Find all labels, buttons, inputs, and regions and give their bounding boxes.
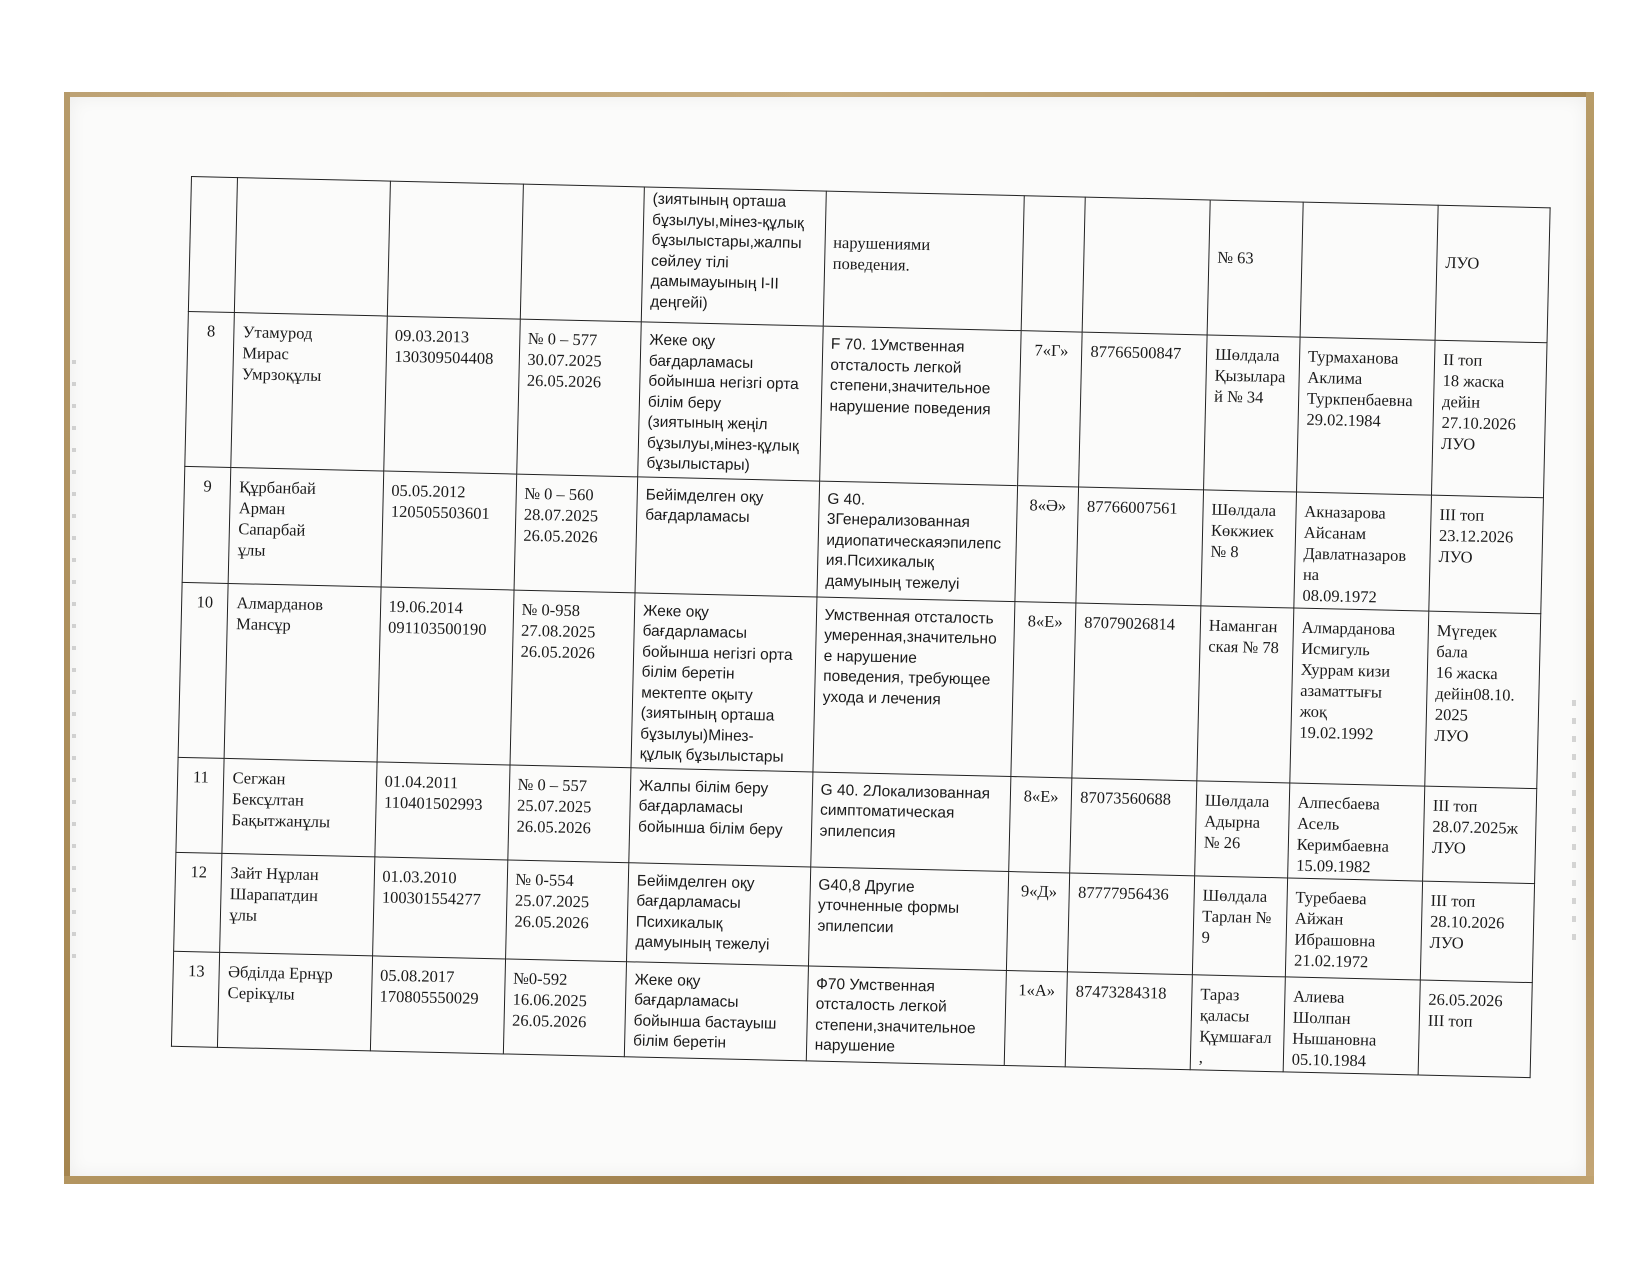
- cell-line: 100301554277: [381, 887, 482, 909]
- cell-line: Жалпы білім беру: [638, 776, 769, 797]
- cell-phone: 87766500847: [1079, 332, 1207, 489]
- cell-diagnosis: [823, 191, 1025, 331]
- cell-address: [1207, 200, 1303, 337]
- cell-order: [520, 184, 644, 322]
- cell-line: е нарушение: [823, 647, 918, 667]
- cell-line: степени,значительное: [814, 1016, 976, 1037]
- cell-program: [624, 961, 808, 1060]
- cell-line: Шөлдала: [1204, 790, 1270, 811]
- cell-line: II топ: [1442, 349, 1483, 370]
- cell-line: Ибрашовна: [1294, 929, 1376, 950]
- desk-edge-bottom: [64, 1176, 1594, 1184]
- cell-line: 15.09.1982: [1296, 855, 1371, 876]
- cell-line: бала: [1436, 641, 1469, 662]
- cell-phone: 87073560688: [1070, 777, 1197, 875]
- cell-line: бойынша негізгі орта: [648, 372, 799, 394]
- cell-diagnosis: [806, 965, 1007, 1065]
- cell-status: [1423, 786, 1537, 884]
- cell-line: Көкжиек: [1210, 520, 1275, 541]
- cell-line: Бексұлтан: [231, 788, 305, 810]
- cell-line: Бейімделген оқу: [645, 486, 764, 506]
- cell-line: Жеке оқу: [634, 970, 701, 990]
- cell-status: [1420, 881, 1534, 983]
- cell-line: бағдарламасы: [648, 352, 754, 372]
- cell-status: [1435, 205, 1550, 343]
- cell-name: [231, 313, 387, 471]
- cell-birth: [377, 586, 514, 764]
- cell-program: [641, 187, 826, 326]
- cell-status: [1429, 495, 1544, 614]
- cell-line: бойынша білім беру: [637, 817, 783, 839]
- cell-address: [1192, 875, 1287, 976]
- cell-phone: [1082, 197, 1210, 335]
- cell-program: [635, 476, 819, 596]
- cell-name: [222, 758, 376, 856]
- cell-line: білім беру: [647, 393, 722, 412]
- cell-line: 05.08.2017: [379, 965, 455, 986]
- cell-grade: [1021, 196, 1085, 332]
- cell-line: бағдарламасы: [633, 991, 739, 1011]
- cell-num: 12: [174, 852, 223, 952]
- cell-line: ЛУО: [1434, 725, 1469, 746]
- cell-line: 16 жаска: [1435, 662, 1498, 683]
- cell-diagnosis: [810, 771, 1011, 871]
- cell-order: [516, 319, 641, 476]
- cell-num: 13: [171, 951, 220, 1047]
- cell-parent: [1296, 337, 1435, 495]
- cell-line: бұзылуы,мінез-құлық: [646, 434, 799, 455]
- cell-line: й № 34: [1213, 386, 1264, 407]
- cell-line: Шөлдала: [1211, 499, 1277, 520]
- cell-line: 3Генерализованная: [826, 510, 971, 532]
- cell-line: 30.07.2025: [527, 349, 602, 371]
- cell-line: ухода и лечения: [822, 688, 941, 708]
- cell-birth: [374, 761, 509, 859]
- cell-line: Умрзоқұлы: [241, 364, 322, 386]
- cell-name: [235, 178, 390, 316]
- cell-line: Туркпенбаевна: [1306, 388, 1413, 411]
- cell-address: [1203, 335, 1299, 492]
- cell-line: 26.05.2026: [526, 370, 602, 392]
- cell-line: G 40.: [827, 490, 866, 509]
- cell-line: білім беретін: [641, 663, 735, 683]
- cell-line: сөйлеу тілі: [650, 252, 729, 271]
- cell-parent: [1300, 202, 1438, 340]
- cell-line: 26.05.2026: [511, 1010, 587, 1031]
- cell-birth: [372, 856, 507, 958]
- cell-diagnosis: [817, 481, 1018, 602]
- cell-line: Шолпан: [1292, 1007, 1351, 1028]
- cell-grade: 8«Ә»: [1015, 485, 1079, 602]
- cell-line: дамуының тежелуі: [825, 572, 960, 593]
- cell-program: [638, 322, 823, 481]
- cell-line: (зиятының орташа: [652, 190, 787, 211]
- cell-line: азаматтығы: [1300, 680, 1383, 702]
- cell-line: Мансұр: [235, 613, 292, 634]
- cell-address: [1201, 489, 1297, 607]
- cell-line: № 63: [1217, 247, 1254, 268]
- cell-line: Алмарданова: [1301, 617, 1396, 639]
- cell-line: ЛУО: [1440, 433, 1476, 454]
- cell-line: Тараз: [1200, 983, 1240, 1004]
- cell-line: 26.05.2026: [520, 641, 596, 662]
- cell-line: степени,значительное: [829, 376, 991, 398]
- cell-line: 120505503601: [390, 501, 491, 523]
- cell-name: [225, 583, 381, 761]
- cell-line: бағдарламасы: [645, 506, 750, 526]
- cell-line: ЛУО: [1445, 252, 1480, 273]
- cell-line: (зиятының орташа: [640, 704, 775, 725]
- cell-line: эпилепсии: [817, 917, 894, 936]
- cell-line: Мирас: [242, 343, 290, 364]
- students-table: [171, 176, 1551, 1078]
- cell-line: ская № 78: [1208, 636, 1280, 657]
- cell-line: № 0 – 557: [517, 774, 588, 795]
- cell-line: III топ: [1430, 890, 1476, 911]
- cell-line: 27.10.2026: [1441, 412, 1517, 434]
- cell-diagnosis: [813, 597, 1015, 777]
- cell-birth: [387, 181, 523, 319]
- cell-line: Тарлан №: [1201, 905, 1272, 927]
- cell-line: Қызылара: [1214, 365, 1286, 387]
- cell-order: [510, 590, 635, 768]
- cell-line: бағдарламасы: [638, 797, 744, 817]
- cell-line: 26.05.2026: [516, 816, 592, 837]
- cell-line: Психикалық: [635, 912, 723, 932]
- cell-line: 27.08.2025: [520, 620, 596, 641]
- table-body: [171, 177, 1550, 1078]
- cell-line: 26.05.2026: [514, 911, 589, 932]
- cell-line: мектепте оқыту: [640, 684, 753, 704]
- cell-line: Зайт Нұрлан: [230, 862, 319, 884]
- cell-diagnosis: [808, 866, 1009, 970]
- cell-line: III топ: [1439, 504, 1485, 525]
- cell-line: Құрбанбай: [239, 476, 317, 498]
- cell-line: поведения, требующее: [823, 667, 991, 689]
- cell-line: Бақытжанұлы: [231, 809, 331, 831]
- cell-line: 28.07.2025: [523, 504, 599, 525]
- cell-line: Арман: [238, 497, 286, 518]
- cell-line: Алпесбаева: [1297, 792, 1381, 814]
- cell-line: Керимбаевна: [1296, 834, 1390, 856]
- cell-line: Әбділда Ернұр: [227, 961, 333, 983]
- cell-line: бойынша негізгі орта: [641, 643, 793, 664]
- cell-line: на: [1302, 564, 1320, 584]
- cell-line: 01.04.2011: [384, 771, 459, 792]
- binder-marks-left: [72, 360, 76, 960]
- cell-line: Исмигуль: [1301, 638, 1371, 659]
- cell-line: Жеке оқу: [649, 331, 716, 351]
- cell-line: деңгейі): [650, 293, 708, 312]
- cell-line: ия.Психикалық: [825, 551, 935, 572]
- cell-line: Алмарданов: [236, 592, 324, 614]
- cell-line: Наманган: [1208, 615, 1278, 636]
- cell-line: Шарапатдин: [229, 883, 319, 905]
- cell-line: идиопатическаяэпилепс: [826, 531, 1002, 553]
- cell-line: 28.07.2025ж: [1432, 816, 1519, 838]
- cell-line: G 40. 2Локализованная: [820, 781, 991, 803]
- cell-line: 170805550029: [379, 986, 479, 1008]
- cell-line: бұзылыстары,жалпы: [651, 231, 802, 253]
- cell-num: 9: [182, 466, 231, 583]
- cell-line: Давлатназаров: [1303, 543, 1407, 565]
- cell-line: бұзылуы,мінез-құлық: [651, 211, 805, 232]
- cell-line: Құмшағал: [1199, 1025, 1272, 1047]
- cell-line: 130309504408: [394, 346, 494, 369]
- cell-line: поведения.: [832, 253, 910, 275]
- cell-num: 10: [178, 582, 228, 758]
- cell-line: 9: [1201, 926, 1211, 947]
- cell-line: 21.02.1972: [1293, 950, 1369, 971]
- cell-line: F 70. 1Умственная: [830, 335, 965, 356]
- cell-line: ,: [1198, 1046, 1204, 1067]
- cell-line: № 0-958: [521, 599, 581, 620]
- cell-grade: 9«Д»: [1007, 871, 1070, 971]
- cell-parent: [1285, 877, 1422, 979]
- cell-name: [218, 952, 372, 1050]
- cell-line: Ф70 Умственная: [815, 975, 936, 995]
- cell-line: отсталость легкой: [830, 356, 962, 377]
- cell-line: Сегжан: [232, 767, 286, 788]
- cell-num: 11: [176, 757, 225, 853]
- document-table-wrapper: [171, 176, 1551, 1078]
- cell-line: 25.07.2025: [514, 890, 590, 911]
- cell-line: Шөлдала: [1202, 884, 1268, 906]
- desk-edge-right: [1586, 92, 1594, 1182]
- table-row: [178, 582, 1541, 788]
- cell-line: (зиятының жеңіл: [647, 413, 768, 434]
- cell-status: [1431, 340, 1547, 497]
- cell-line: ұлы: [237, 539, 266, 560]
- cell-line: Акназарова: [1304, 501, 1386, 523]
- cell-address: [1190, 974, 1285, 1071]
- cell-parent: [1294, 492, 1432, 611]
- cell-line: Мүгедек: [1436, 620, 1498, 641]
- cell-line: дамымауының I-II: [650, 272, 779, 293]
- cell-line: 18 жаска: [1442, 370, 1505, 392]
- cell-line: нарушение: [814, 1036, 896, 1056]
- cell-line: 16.06.2025: [512, 989, 588, 1010]
- cell-line: 2025: [1434, 704, 1469, 725]
- cell-line: 05.05.2012: [391, 480, 466, 501]
- cell-line: жоқ: [1299, 701, 1328, 721]
- cell-line: Сапарбай: [238, 518, 306, 540]
- cell-phone: 87079026814: [1072, 603, 1201, 781]
- cell-line: дейін08.10.: [1435, 683, 1515, 705]
- cell-address: [1195, 780, 1290, 877]
- cell-line: уточненные формы: [817, 896, 960, 917]
- cell-birth: [383, 316, 520, 474]
- cell-line: № 26: [1203, 832, 1241, 852]
- cell-line: білім беретін: [632, 1032, 727, 1052]
- cell-line: G40,8 Другие: [818, 876, 915, 896]
- cell-line: № 0-554: [515, 869, 575, 890]
- cell-line: № 0 – 577: [527, 328, 598, 350]
- cell-line: ұлы: [229, 904, 258, 925]
- cell-order: [507, 764, 631, 862]
- cell-line: 26.05.2026: [523, 525, 598, 546]
- cell-line: III топ: [1427, 1010, 1473, 1031]
- cell-line: 05.10.1984: [1291, 1049, 1367, 1070]
- cell-line: Умственная отсталость: [824, 606, 994, 628]
- cell-line: 19.06.2014: [388, 596, 464, 617]
- cell-line: Серікұлы: [227, 982, 295, 1004]
- cell-line: бағдарламасы: [636, 892, 741, 912]
- cell-line: бағдарламасы: [642, 622, 748, 642]
- cell-line: 08.09.1972: [1302, 585, 1377, 606]
- cell-line: III топ: [1432, 795, 1478, 816]
- cell-line: Аклима: [1307, 367, 1363, 389]
- cell-line: Туребаева: [1295, 887, 1367, 908]
- cell-line: құлық бұзылыстары: [639, 745, 784, 766]
- cell-parent: [1287, 782, 1424, 880]
- cell-line: Алиева: [1293, 986, 1345, 1007]
- cell-order: [514, 474, 638, 593]
- cell-line: 28.10.2026: [1429, 911, 1505, 932]
- cell-parent: [1283, 976, 1420, 1074]
- cell-line: Бейімделген оқу: [636, 871, 755, 892]
- cell-birth: [370, 955, 505, 1053]
- cell-line: № 0 – 560: [524, 483, 594, 504]
- cell-name: [220, 853, 374, 955]
- cell-line: Айжан: [1294, 908, 1344, 929]
- cell-program: [629, 767, 813, 866]
- cell-parent: [1290, 608, 1429, 786]
- cell-order: [503, 958, 627, 1056]
- cell-num: [188, 177, 238, 313]
- cell-grade: 7«Г»: [1018, 331, 1083, 487]
- cell-line: 23.12.2026: [1438, 525, 1514, 547]
- cell-line: 091103500190: [387, 617, 487, 639]
- cell-line: бұзылыстары): [646, 454, 750, 474]
- cell-program: [626, 862, 810, 965]
- cell-line: 25.07.2025: [516, 795, 592, 816]
- cell-line: 19.02.1992: [1299, 722, 1374, 743]
- cell-line: Асель: [1297, 813, 1340, 834]
- cell-line: дейін: [1441, 391, 1481, 412]
- cell-line: № 8: [1210, 541, 1239, 561]
- cell-line: Нышановна: [1292, 1028, 1377, 1050]
- cell-line: Турмаханова: [1307, 346, 1399, 368]
- cell-order: [505, 859, 629, 961]
- cell-phone: 87766007561: [1076, 487, 1203, 606]
- cell-line: 01.03.2010: [382, 866, 457, 887]
- cell-line: Айсанам: [1303, 522, 1367, 543]
- cell-line: отсталость легкой: [815, 995, 947, 1016]
- cell-grade: 1«А»: [1004, 970, 1067, 1066]
- cell-line: симптоматическая: [819, 801, 955, 822]
- cell-line: дамуының тежелуі: [635, 933, 770, 954]
- cell-line: умеренная,значительно: [823, 626, 997, 648]
- cell-phone: 87473284318: [1066, 971, 1193, 1069]
- cell-line: Адырна: [1204, 811, 1261, 832]
- cell-line: ЛУО: [1431, 837, 1467, 858]
- cell-line: Шөлдала: [1214, 344, 1280, 366]
- cell-birth: [381, 471, 517, 590]
- cell-line: 29.02.1984: [1306, 409, 1381, 431]
- cell-status: [1425, 611, 1541, 789]
- cell-line: №0-592: [512, 968, 568, 989]
- cell-status: [1418, 980, 1532, 1078]
- cell-line: нарушение поведения: [829, 397, 991, 418]
- cell-line: 09.03.2013: [394, 325, 470, 347]
- cell-name: [229, 467, 384, 586]
- cell-line: 26.05.2026: [1428, 989, 1503, 1010]
- cell-grade: 8«Е»: [1011, 601, 1076, 777]
- cell-num: 8: [185, 311, 235, 467]
- cell-line: Жеке оқу: [642, 602, 710, 621]
- cell-line: қаласы: [1199, 1004, 1250, 1026]
- cell-line: Хуррам кизи: [1300, 659, 1391, 681]
- cell-line: ЛУО: [1438, 546, 1473, 567]
- cell-line: 110401502993: [383, 792, 483, 814]
- table-row: [185, 311, 1547, 497]
- cell-line: бойынша бастауыш: [633, 1011, 777, 1033]
- cell-line: ЛУО: [1429, 932, 1464, 953]
- binder-marks-right: [1572, 700, 1576, 940]
- cell-program: [631, 592, 817, 771]
- cell-address: [1197, 605, 1294, 782]
- cell-line: эпилепсия: [819, 822, 896, 841]
- cell-phone: 87777956436: [1068, 872, 1195, 974]
- cell-line: Утамурод: [242, 322, 313, 343]
- cell-diagnosis: [819, 326, 1021, 485]
- cell-line: бұзылуы)Мінез-: [640, 724, 754, 745]
- cell-line: нарушениями: [833, 232, 931, 255]
- cell-grade: 8«Е»: [1009, 776, 1072, 872]
